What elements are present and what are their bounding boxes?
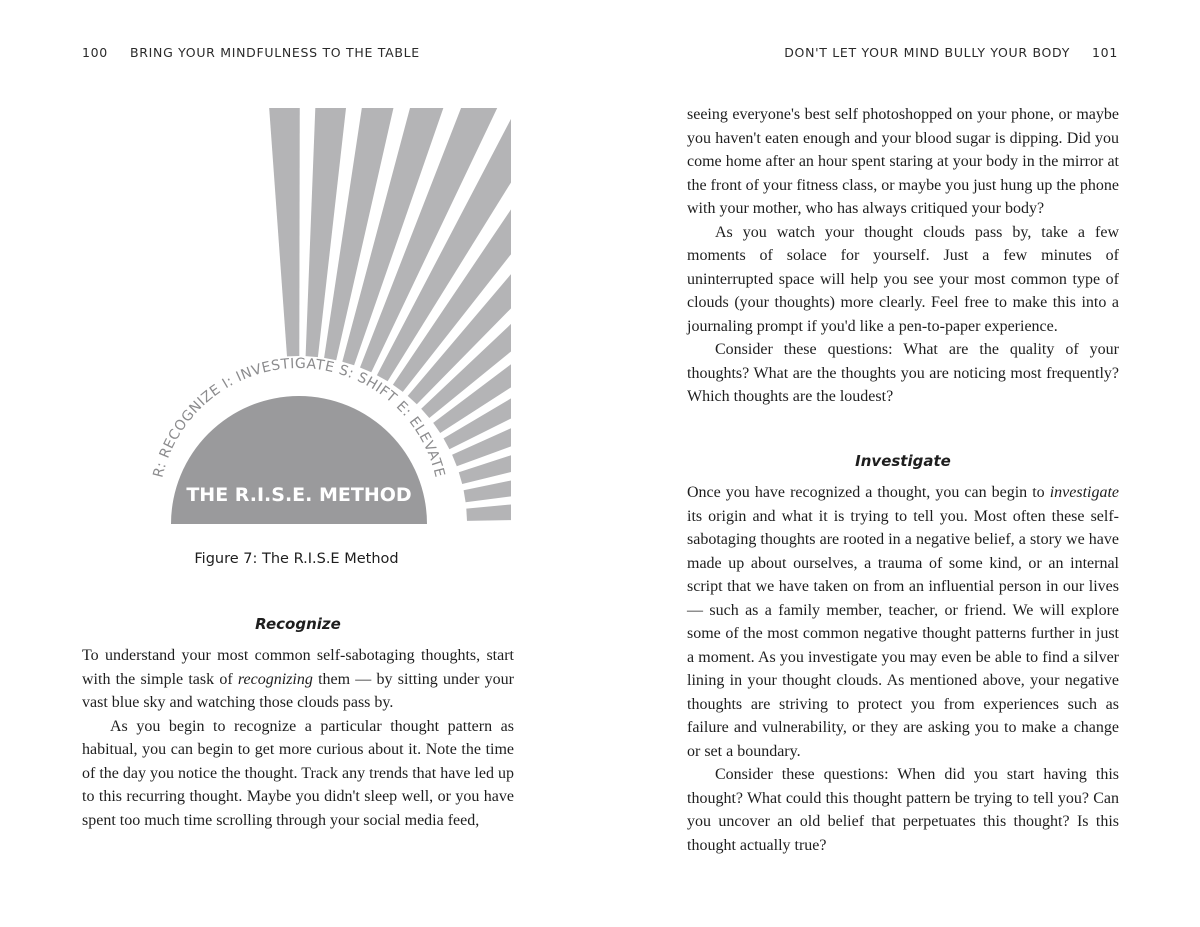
paragraph: seeing everyone's best self photoshopped on your phone, or maybe you haven't eaten enough and your blood sugar is dipping. Did you come home after an hour spent staring at your body in the mirror at the front of your fitness class, or maybe you just hung up the phone with your mother, who has always critiqued your body? bbox=[687, 106, 1119, 217]
sunburst-ray bbox=[248, 108, 301, 356]
section-heading-investigate: Investigate bbox=[855, 451, 951, 470]
paragraph: As you begin to recognize a particular thought pattern as habitual, you can begin to get more curious about it. Note the time of the day you notice the thought. Track any trends that have led up to this recurring thought. Maybe you didn't sleep well, or you have spent too much time scrolling through your social media feed, bbox=[82, 717, 514, 829]
paragraph: Consider these questions: When did you start having this thought? What could this thought pattern be trying to tell you? Can you uncover an old belief that perpetuates this thought? Is this thought actually true? bbox=[687, 766, 1119, 854]
paragraph: Once you have recognized a thought, you can begin to investigate its origin and what it is trying to tell you. Most often these self-sabotaging thoughts are rooted in a negative belief, a story we have made up about ourselves, a trauma of some kind, or an internal script that we have taken on from an influential person in our lives — such as a family member, teacher, or friend. We will explore some of the most common negative thought patterns further in just a moment. As you investigate you may even be able to find a silver lining in your thought clouds. As mentioned above, your negative thoughts are striving to protect you from experiences such as failure and vulnerability, or they are asking you to make a change or set a boundary. bbox=[687, 484, 1119, 760]
left-running-head bbox=[82, 45, 420, 60]
right-body-text bbox=[687, 103, 1119, 857]
rise-sunburst-graphic bbox=[82, 108, 511, 524]
section-heading-recognize: Recognize bbox=[255, 615, 341, 633]
paragraph: As you watch your thought clouds pass by, take a few moments of solace for yourself. Just a few minutes of uninterrupted space will help you see your most common type of clouds (your thoughts) more clearly. Feel free to make this into a journaling prompt if you'd like a pen-to-paper experience. bbox=[687, 223, 1119, 335]
left-body-text bbox=[82, 644, 514, 832]
figure-caption: Figure 7: The R.I.S.E Method bbox=[194, 551, 399, 567]
rise-method-figure bbox=[82, 108, 511, 524]
figure-title: THE R.I.S.E. METHOD bbox=[186, 484, 412, 506]
method-step-labels: R: RECOGNIZE I: INVESTIGATE S: SHIFT E: ELEVATE bbox=[150, 355, 448, 480]
right-running-head bbox=[784, 45, 1118, 60]
paragraph: To understand your most common self-sabotaging thoughts, start with the simple task of recognizing them — by sitting under your vast blue sky and watching those clouds pass by. bbox=[82, 647, 514, 711]
paragraph: Consider these questions: What are the quality of your thoughts? What are the thoughts you are noticing most frequently? Which thoughts are the loudest? bbox=[687, 341, 1119, 405]
right-page-number: 101 bbox=[1092, 45, 1118, 60]
left-page-number: 100 bbox=[82, 45, 108, 60]
left-running-head-title: BRING YOUR MINDFULNESS TO THE TABLE bbox=[129, 45, 420, 60]
right-running-head-title: DON'T LET YOUR MIND BULLY YOUR BODY bbox=[784, 45, 1071, 60]
